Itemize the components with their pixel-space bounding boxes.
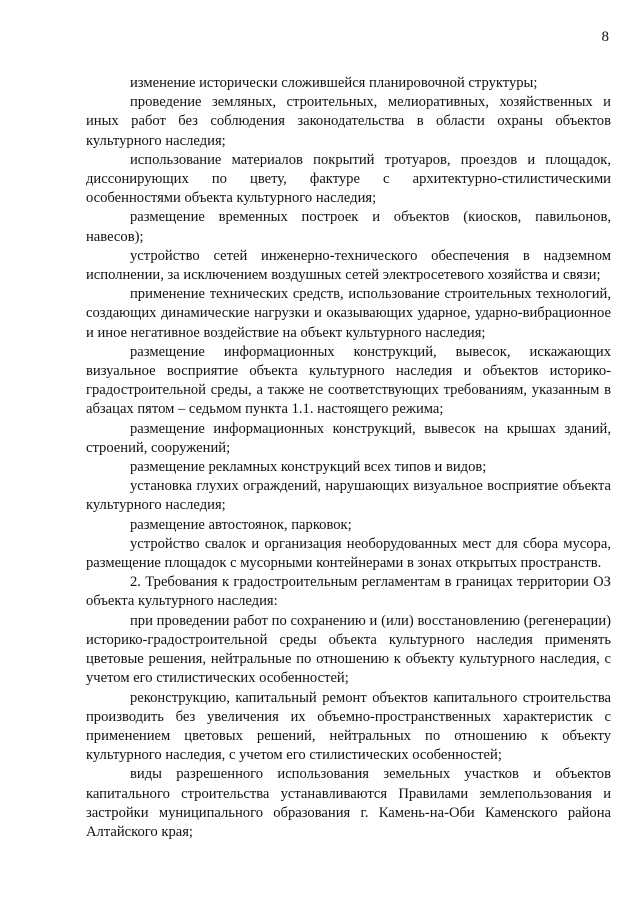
page-number: 8 [601, 29, 609, 45]
paragraph: установка глухих ограждений, нарушающих визуальное восприятие объекта культурного наследия; [86, 478, 611, 514]
paragraph: изменение исторически сложившейся планировочной структуры; [130, 75, 538, 91]
paragraph: использование материалов покрытий тротуаров, проездов и площадок, диссонирующих по цвету, фактуре с архитектурно-стилистическими особенностями объекта культурного наследия; [86, 151, 611, 207]
paragraph: размещение автостоянок, парковок; [130, 516, 352, 533]
paragraph: виды разрешенного использования земельных участков и объектов капитального строительства устанавливаются Правилами землепользования и застройки муниципального образования г. Камень-на-Оби Каменского района Алтайского края; [86, 766, 611, 840]
paragraph: при проведении работ по сохранению и (или) восстановлению (регенерации) историко-градостроительной среды объекта культурного наследия применять цветовые решения, нейтральные по отношению к объекту культурного наследия, с учетом его стилистических особенностей; [86, 612, 611, 687]
section-heading: 2. Требования к градостроительным регламентам в границах территории ОЗ объекта культурного наследия: [86, 574, 611, 610]
paragraph: применение технических средств, использование строительных технологий, создающих динамические нагрузки и оказывающих ударное, ударно-вибрационное и иное негативное воздействие на объект культурного наследия; [86, 286, 611, 341]
paragraph: устройство свалок и организация необорудованных мест для сбора мусора, размещение площадок с мусорными контейнерами в зонах открытых пространств. [86, 535, 611, 572]
paragraph: устройство сетей инженерно-технического обеспечения в надземном исполнении, за исключением воздушных сетей электросетевого хозяйства и связи; [86, 247, 611, 284]
paragraph: размещение информационных конструкций, вывесок, искажающих визуальное восприятие объекта культурного наследия и объектов историко-градостроительной среды, а также не соответствующих требованиям, указанным в абзацах пятом – седьмом пункта 1.1. настоящего режима; [86, 343, 611, 418]
paragraph: размещение временных построек и объектов (киосков, павильонов, навесов); [86, 209, 611, 245]
paragraph: размещение рекламных конструкций всех типов и видов; [130, 459, 487, 476]
body-text [86, 74, 611, 842]
paragraph: проведение земляных, строительных, мелиоративных, хозяйственных и иных работ без соблюдения законодательства в области охраны объектов культурного наследия; [86, 94, 611, 149]
paragraph: реконструкцию, капитальный ремонт объектов капитального строительства производить без увеличения их объемно-пространственных характеристик с применением цветовых решений, нейтральных по отношению к объекту культурного наследия, с учетом его стилистических особенностей; [86, 689, 611, 764]
paragraph: размещение информационных конструкций, вывесок на крышах зданий, строений, сооружений; [86, 420, 611, 456]
